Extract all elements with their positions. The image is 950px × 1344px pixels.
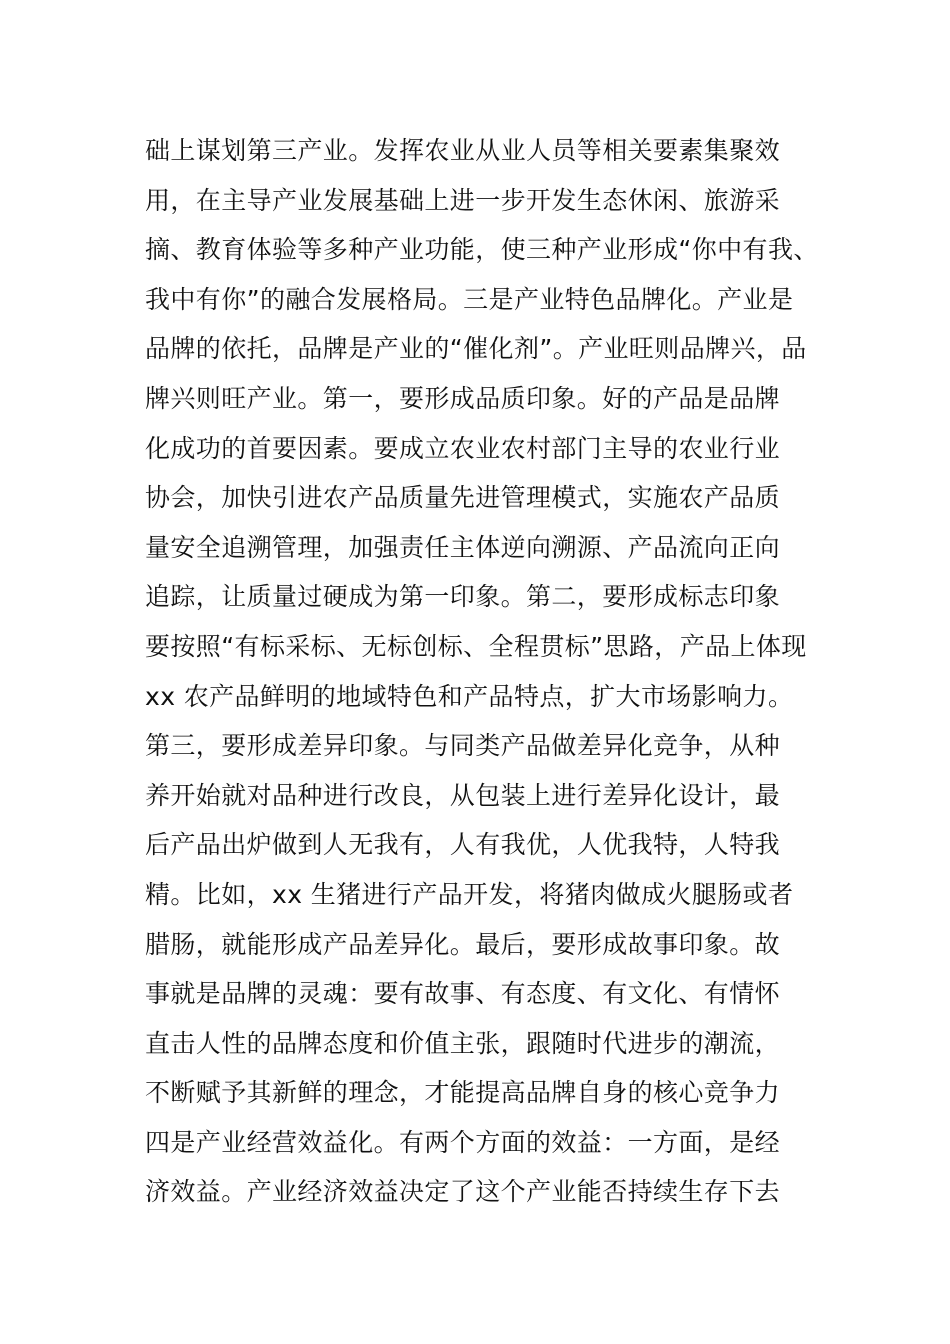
text-line: 追踪，让质量过硬成为第一印象。第二，要形成标志印象 bbox=[145, 582, 781, 612]
text-line: 不断赋予其新鲜的理念，才能提高品牌自身的核心竞争力 bbox=[145, 1078, 781, 1108]
text-line: 腊肠，就能形成产品差异化。最后，要形成故事印象。故 bbox=[145, 929, 781, 959]
text-line: 我中有你”的融合发展格局。三是产业特色品牌化。产业是 bbox=[145, 284, 794, 314]
text-line: 第三，要形成差异印象。与同类产品做差异化竞争，从种 bbox=[145, 731, 781, 761]
text-line: 精。比如，xx 生猪进行产品开发，将猪肉做成火腿肠或者 bbox=[145, 879, 794, 909]
text-line: 摘、教育体验等多种产业功能，使三种产业形成“你中有我、 bbox=[145, 235, 819, 265]
text-line: 直击人性的品牌态度和价值主张，跟随时代进步的潮流， bbox=[145, 1028, 781, 1058]
text-line: 协会，加快引进农产品质量先进管理模式，实施农产品质 bbox=[145, 483, 781, 513]
text-line: 后产品出炉做到人无我有，人有我优，人优我特，人特我 bbox=[145, 830, 781, 860]
text-line: 品牌的依托，品牌是产业的“催化剂”。产业旺则品牌兴，品 bbox=[145, 334, 807, 364]
text-line: 础上谋划第三产业。发挥农业从业人员等相关要素集聚效 bbox=[145, 136, 781, 165]
text-line: 养开始就对品种进行改良，从包装上进行差异化设计，最 bbox=[145, 780, 781, 810]
body-text bbox=[145, 126, 825, 1217]
text-line: 济效益。产业经济效益决定了这个产业能否持续生存下去 bbox=[145, 1177, 781, 1207]
text-line: xx 农产品鲜明的地域特色和产品特点，扩大市场影响力。 bbox=[145, 681, 794, 711]
text-line: 要按照“有标采标、无标创标、全程贯标”思路，产品上体现 bbox=[145, 631, 807, 661]
text-line: 牌兴则旺产业。第一，要形成品质印象。好的产品是品牌 bbox=[145, 383, 781, 413]
text-line: 用，在主导产业发展基础上进一步开发生态休闲、旅游采 bbox=[145, 185, 781, 215]
text-line: 化成功的首要因素。要成立农业农村部门主导的农业行业 bbox=[145, 433, 781, 463]
text-line: 四是产业经营效益化。有两个方面的效益：一方面，是经 bbox=[145, 1127, 781, 1157]
text-line: 量安全追溯管理，加强责任主体逆向溯源、产品流向正向 bbox=[145, 532, 781, 562]
text-line: 事就是品牌的灵魂：要有故事、有态度、有文化、有情怀 bbox=[145, 979, 781, 1009]
